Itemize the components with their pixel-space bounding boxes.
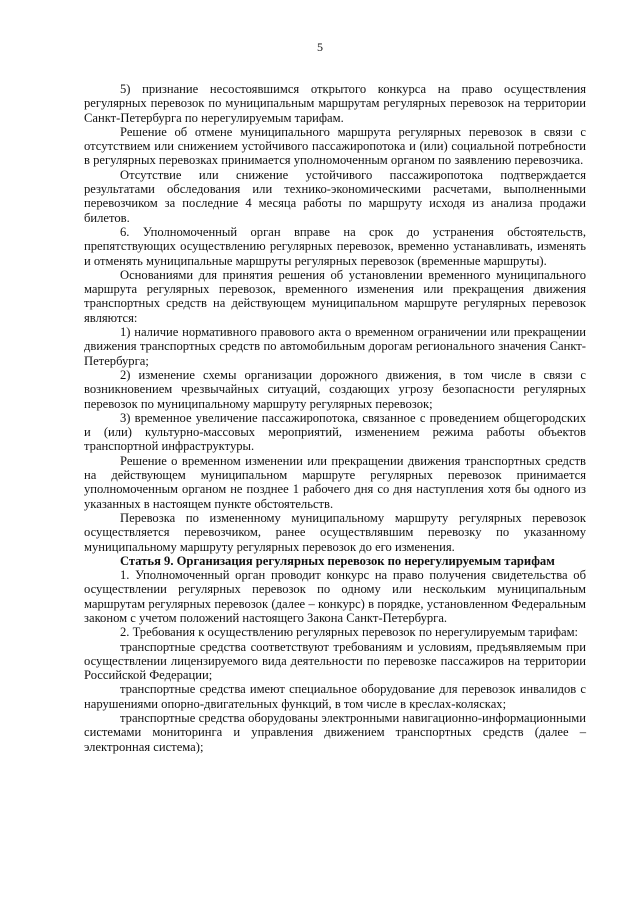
paragraph: 6. Уполномоченный орган вправе на срок до устранения обстоятельств, препятствующих осуществлению регулярных перевозок, временно устанавливать, изменять и отменять муниципальные маршруты регулярных перевозок (временные маршруты). [84,224,586,268]
paragraph: 2) изменение схемы организации дорожного движения, в том числе в связи с возникновением чрезвычайных ситуаций, создающих угрозу безопасности регулярных перевозок по муниципальному маршруту регулярных перевозок; [84,367,586,411]
paragraph: 5) признание несостоявшимся открытого конкурса на право осуществления регулярных перевозок по муниципальным маршрутам регулярных перевозок на территории Санкт-Петербурга по нерегулируемым тарифам. [84,82,586,125]
paragraph: 1. Уполномоченный орган проводит конкурс на право получения свидетельства об осуществлении регулярных перевозок по одному или нескольким муниципальным маршрутам регулярных перевозок (далее – конкурс) в порядке, установленном Федеральным законом с учетом положений настоящего Закона Санкт-Петербурга. [84,568,586,625]
paragraph: Перевозка по измененному муниципальному маршруту регулярных перевозок осуществляется перевозчиком, ранее осуществлявшим перевозку по указанному муниципальному маршруту регулярных перевозок до его изменения. [84,510,586,554]
article-heading: Статья 9. Организация регулярных перевозок по нерегулируемым тарифам [120,553,555,568]
document-body [84,82,586,754]
paragraph: Основаниями для принятия решения об установлении временного муниципального маршрута регулярных перевозок, временного изменения или прекращения движения транспортных средств на действующем муниципальном маршруте регулярных перевозок являются: [84,267,586,325]
paragraph: Отсутствие или снижение устойчивого пассажиропотока подтверждается результатами обследования или технико-экономическими расчетами, выполненными перевозчиком за последние 4 месяца работы по маршруту исходя из анализа продажи билетов. [84,167,586,225]
paragraph: 2. Требования к осуществлению регулярных перевозок по нерегулируемым тарифам: [120,625,579,640]
paragraph: транспортные средства оборудованы электронными навигационно-информационными системами мониторинга и управления движением транспортных средств (далее – электронная система); [84,711,586,754]
paragraph: транспортные средства соответствуют требованиям и условиям, предъявляемым при осуществлении лицензируемого вида деятельности по перевозке пассажиров на территории Российской Федерации; [84,639,586,683]
paragraph: транспортные средства имеют специальное оборудование для перевозок инвалидов с нарушениями опорно-двигательных функций, в том числе в креслах-колясках; [84,682,586,711]
paragraph: Решение об отмене муниципального маршрута регулярных перевозок в связи с отсутствием или снижением устойчивого пассажиропотока и (или) социальной потребности в регулярных перевозках принимается уполномоченным органом по заявлению перевозчика. [84,124,586,168]
paragraph: 1) наличие нормативного правового акта о временном ограничении или прекращении движения транспортных средств по автомобильным дорогам регионального значения Санкт-Петербурга; [84,325,586,368]
paragraph: Решение о временном изменении или прекращении движения транспортных средств на действующем муниципальном маршруте регулярных перевозок принимается уполномоченным органом не позднее 1 рабочего дня со дня наступления хотя бы одного из указанных в настоящем пункте обстоятельств. [84,453,586,511]
paragraph: 3) временное увеличение пассажиропотока, связанное с проведением общегородских и (или) культурно-массовых мероприятий, изменением режима работы объектов транспортной инфраструктуры. [84,410,586,454]
page-number: 5 [317,40,323,54]
